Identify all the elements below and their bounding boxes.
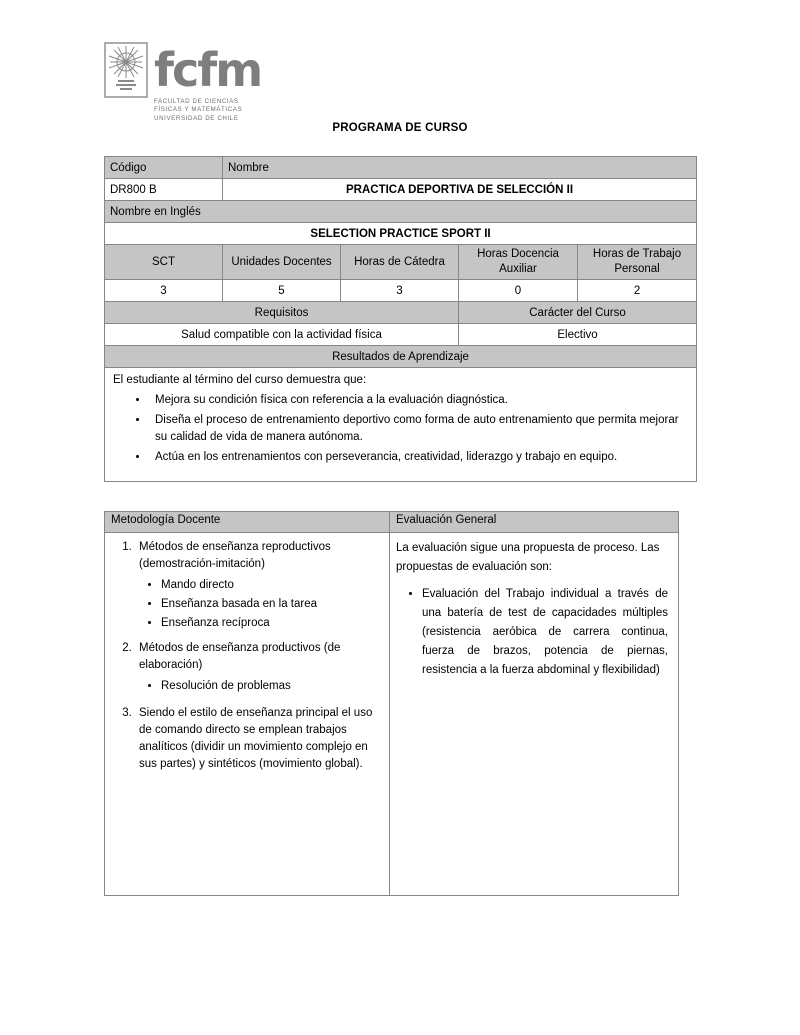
methodology-evaluation-table	[104, 511, 679, 896]
list-item: • Enseñanza recíproca	[161, 614, 379, 632]
resultados-list	[113, 392, 688, 466]
resultados-aprendizaje-cell	[105, 368, 697, 482]
logo-subtitle-line-2: FÍSICAS Y MATEMÁTICAS	[154, 106, 243, 114]
metodo-1-sublist	[139, 576, 379, 632]
value-nombre-ingles: SELECTION PRACTICE SPORT II	[105, 223, 697, 245]
value-horas-docencia-auxiliar: 0	[459, 280, 578, 302]
logo-subtitle	[154, 98, 242, 123]
value-horas-catedra: 3	[341, 280, 459, 302]
table-header-row	[105, 302, 697, 324]
university-crest-icon	[104, 42, 148, 98]
list-item: • Mando directo	[161, 576, 379, 594]
label-resultados-aprendizaje: Resultados de Aprendizaje	[105, 346, 697, 368]
page-title: PROGRAMA DE CURSO	[332, 122, 468, 134]
course-info-table	[104, 156, 697, 482]
table-row	[105, 201, 697, 223]
table-header-row	[105, 346, 697, 368]
faculty-logo	[104, 42, 334, 122]
table-header-row	[105, 245, 697, 280]
resultados-intro: El estudiante al término del curso demuestra que:	[113, 374, 367, 386]
table-row	[105, 368, 697, 482]
header-horas-catedra: Horas de Cátedra	[341, 245, 459, 280]
metodo-1-text: Métodos de enseñanza reproductivos (demostración-imitación)	[139, 541, 331, 570]
value-horas-trabajo-personal: 2	[578, 280, 697, 302]
table-row	[105, 157, 697, 179]
value-nombre: PRACTICA DEPORTIVA DE SELECCIÓN II	[223, 179, 697, 201]
metodo-2-text: Métodos de enseñanza productivos (de elaboración)	[139, 642, 341, 671]
label-requisitos: Requisitos	[105, 302, 459, 324]
evaluacion-list	[396, 585, 668, 680]
list-item	[135, 705, 379, 773]
header-unidades-docentes: Unidades Docentes	[223, 245, 341, 280]
table-row	[105, 324, 697, 346]
table-row	[105, 179, 697, 201]
list-item	[135, 539, 379, 632]
list-item	[135, 640, 379, 695]
list-item: • Evaluación del Trabajo individual a través de una batería de test de capacidades múltiples (resistencia aeróbica de carrera continua, fuerza de brazos, potencia de piernas, resistencia a la fuerza abdominal y flexibilidad)	[422, 585, 668, 680]
list-item: • Enseñanza basada en la tarea	[161, 595, 379, 613]
value-sct: 3	[105, 280, 223, 302]
label-codigo: Código	[105, 157, 223, 179]
evaluacion-intro: La evaluación sigue una propuesta de proceso. Las propuestas de evaluación son:	[396, 542, 660, 573]
logo-wordmark: fcfm	[154, 43, 262, 97]
value-unidades-docentes: 5	[223, 280, 341, 302]
list-item: • Actúa en los entrenamientos con perseverancia, creatividad, liderazgo y trabajo en equipo.	[149, 449, 688, 466]
list-item: • Resolución de problemas	[161, 677, 379, 695]
header-horas-trabajo-personal: Horas de Trabajo Personal	[578, 245, 697, 280]
list-item: • Mejora su condición física con referencia a la evaluación diagnóstica.	[149, 392, 688, 409]
value-caracter-curso: Electivo	[459, 324, 697, 346]
table-row	[105, 223, 697, 245]
table-row	[105, 280, 697, 302]
logo-subtitle-line-3: UNIVERSIDAD DE CHILE	[154, 114, 239, 122]
header-evaluacion-general: Evaluación General	[390, 512, 679, 533]
header-metodologia-docente: Metodología Docente	[105, 512, 390, 533]
label-caracter-curso: Carácter del Curso	[459, 302, 697, 324]
value-requisitos: Salud compatible con la actividad física	[105, 324, 459, 346]
metodologia-list	[111, 539, 379, 773]
label-nombre: Nombre	[223, 157, 697, 179]
table-header-row	[105, 512, 679, 533]
metodo-2-sublist	[139, 677, 379, 695]
label-nombre-ingles: Nombre en Inglés	[105, 201, 697, 223]
evaluacion-general-cell	[390, 533, 679, 896]
table-row	[105, 533, 679, 896]
value-codigo: DR800 B	[105, 179, 223, 201]
metodo-3-text: Siendo el estilo de enseñanza principal el uso de comando directo se emplean trabajos analíticos (dividir un movimiento complejo en sus partes) y sintéticos (movimiento global).	[139, 707, 373, 770]
header-sct: SCT	[105, 245, 223, 280]
metodologia-docente-cell	[105, 533, 390, 896]
header-horas-docencia-auxiliar: Horas Docencia Auxiliar	[459, 245, 578, 280]
list-item: • Diseña el proceso de entrenamiento deportivo como forma de auto entrenamiento que permita mejorar su calidad de vida de manera autónoma.	[149, 412, 688, 446]
logo-subtitle-line-1: FACULTAD DE CIENCIAS	[154, 98, 239, 105]
